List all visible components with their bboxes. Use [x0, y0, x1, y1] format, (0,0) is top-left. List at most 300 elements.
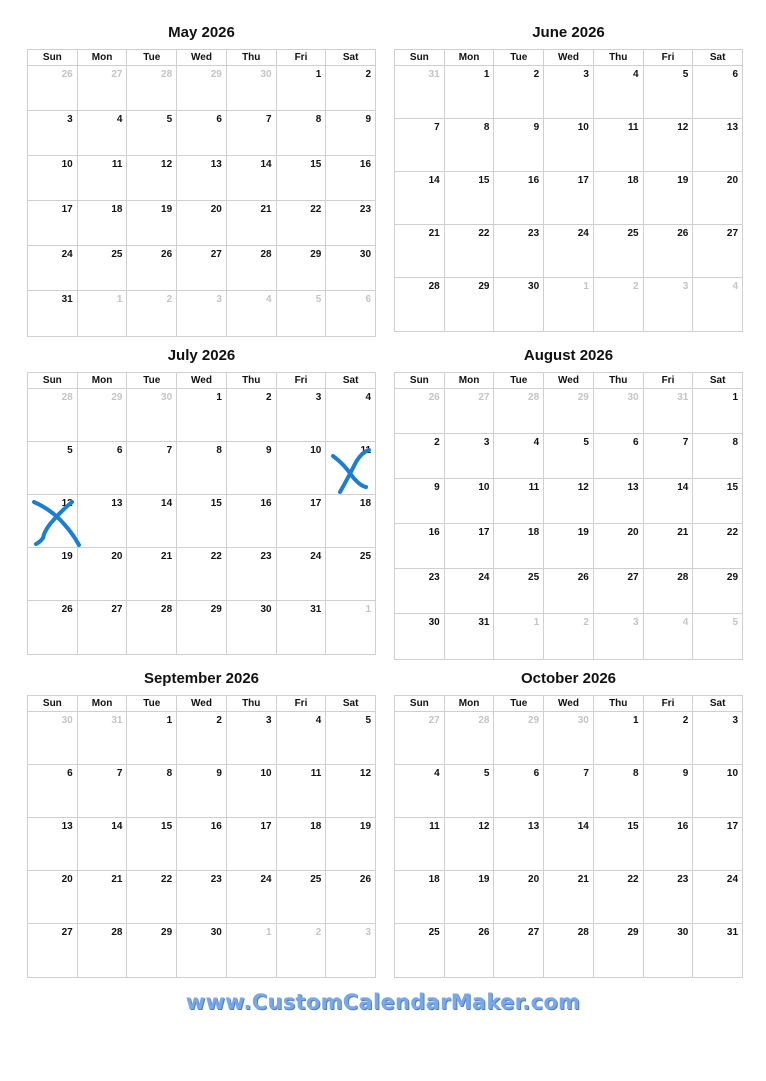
day-cell-adjacent-month: 1	[544, 278, 594, 331]
weekday-header: Wed	[177, 373, 227, 388]
day-cell: 14	[544, 818, 594, 870]
day-cell: 24	[544, 225, 594, 277]
day-cell: 14	[395, 172, 445, 224]
month-title: May 2026	[168, 24, 235, 41]
day-cell-adjacent-month: 2	[594, 278, 644, 331]
day-cell: 11	[78, 156, 128, 200]
week-row	[395, 172, 742, 225]
day-cell: 29	[127, 924, 177, 977]
day-cell: 1	[732, 392, 739, 403]
day-cell: 12	[359, 768, 372, 779]
month-calendar	[394, 23, 743, 292]
day-cell: 22	[445, 225, 495, 277]
day-cell: 27	[594, 569, 644, 613]
day-cell: 17	[28, 201, 78, 245]
day-cell: 29	[277, 246, 327, 290]
day-cell-adjacent-month: 30	[594, 389, 644, 433]
day-cell: 22	[177, 548, 227, 600]
week-row	[28, 246, 375, 291]
day-cell: 6	[78, 442, 128, 494]
day-cell: 3	[277, 389, 327, 441]
week-row	[28, 765, 375, 818]
footer-website[interactable]: www.CustomCalendarMaker.com	[185, 990, 581, 1014]
day-cell: 26	[28, 601, 78, 654]
day-cell: 5	[127, 111, 177, 155]
week-row	[395, 818, 742, 871]
weekday-header-row	[395, 373, 742, 389]
day-cell-adjacent-month: 30	[544, 712, 594, 764]
week-row	[28, 548, 375, 601]
weekday-header: Wed	[177, 50, 227, 65]
day-cell: 7	[644, 434, 694, 478]
day-cell: 17	[445, 524, 495, 568]
day-cell-adjacent-month: 30	[227, 66, 277, 110]
day-cell-adjacent-month: 28	[127, 66, 177, 110]
day-cell: 28	[127, 601, 177, 654]
weekday-header: Tue	[127, 50, 177, 65]
day-cell: 30	[644, 924, 694, 977]
day-cell: 23	[359, 204, 372, 215]
day-cell: 31	[726, 927, 739, 938]
week-row	[28, 156, 375, 201]
week-row	[395, 614, 742, 659]
weekday-header-row	[28, 373, 375, 389]
day-cell: 6	[28, 765, 78, 817]
day-cell: 16	[227, 495, 277, 547]
weekday-header: Fri	[644, 373, 694, 388]
day-cell: 7	[227, 111, 277, 155]
day-cell: 9	[395, 479, 445, 523]
day-cell-adjacent-month: 31	[395, 66, 445, 118]
day-cell: 18	[494, 524, 544, 568]
day-cell-adjacent-month: 29	[78, 389, 128, 441]
weekday-header: Fri	[644, 50, 694, 65]
day-cell: 19	[544, 524, 594, 568]
day-cell-adjacent-month: 6	[365, 294, 372, 305]
weekday-header-row	[395, 696, 742, 712]
week-row	[395, 765, 742, 818]
day-cell: 28	[544, 924, 594, 977]
day-cell: 18	[78, 201, 128, 245]
day-cell: 8	[177, 442, 227, 494]
weekday-header: Thu	[227, 696, 277, 711]
day-cell: 19	[644, 172, 694, 224]
day-cell: 16	[359, 159, 372, 170]
day-cell: 8	[732, 437, 739, 448]
day-cell: 5	[445, 765, 495, 817]
week-row	[28, 818, 375, 871]
weekday-header-row	[28, 696, 375, 712]
day-cell: 18	[277, 818, 327, 870]
day-cell: 21	[544, 871, 594, 923]
day-cell: 14	[127, 495, 177, 547]
weekday-header: Sun	[28, 696, 78, 711]
day-cell: 12	[28, 495, 78, 547]
day-cell: 3	[227, 712, 277, 764]
day-cell: 26	[445, 924, 495, 977]
month-title: August 2026	[523, 347, 614, 364]
weekday-header: Mon	[445, 373, 495, 388]
day-cell: 10	[277, 442, 327, 494]
day-cell: 2	[365, 69, 372, 80]
day-cell: 12	[544, 479, 594, 523]
month-grid	[27, 695, 376, 978]
day-cell: 10	[726, 768, 739, 779]
week-row	[28, 495, 375, 548]
day-cell-adjacent-month: 30	[28, 712, 78, 764]
day-cell: 15	[594, 818, 644, 870]
week-row	[28, 924, 375, 977]
week-row	[395, 225, 742, 278]
day-cell: 21	[644, 524, 694, 568]
day-cell-adjacent-month: 3	[644, 278, 694, 331]
day-cell: 26	[644, 225, 694, 277]
day-cell-adjacent-month: 4	[644, 614, 694, 659]
day-cell-adjacent-month: 1	[227, 924, 277, 977]
day-cell: 27	[494, 924, 544, 977]
day-cell: 25	[395, 924, 445, 977]
day-cell: 12	[445, 818, 495, 870]
day-cell-adjacent-month: 30	[127, 389, 177, 441]
week-row	[28, 601, 375, 654]
day-cell-adjacent-month: 27	[395, 712, 445, 764]
month-grid	[27, 49, 376, 337]
day-cell: 23	[227, 548, 277, 600]
day-cell-adjacent-month: 28	[445, 712, 495, 764]
weekday-header-row	[28, 50, 375, 66]
day-cell: 19	[28, 548, 78, 600]
day-cell: 20	[177, 201, 227, 245]
weekday-header: Wed	[544, 373, 594, 388]
day-cell-adjacent-month: 28	[494, 389, 544, 433]
day-cell: 31	[277, 601, 327, 654]
weekday-header: Thu	[594, 373, 644, 388]
day-cell: 25	[277, 871, 327, 923]
week-row	[395, 924, 742, 977]
week-row	[28, 201, 375, 246]
day-cell: 4	[594, 66, 644, 118]
day-cell: 26	[127, 246, 177, 290]
weekday-header: Wed	[177, 696, 227, 711]
day-cell: 27	[177, 246, 227, 290]
day-cell: 18	[594, 172, 644, 224]
day-cell-adjacent-month: 2	[544, 614, 594, 659]
day-cell: 20	[726, 175, 739, 186]
day-cell: 16	[177, 818, 227, 870]
day-cell-adjacent-month: 27	[445, 389, 495, 433]
month-calendar	[27, 669, 376, 938]
month-title: June 2026	[532, 24, 605, 41]
month-title: July 2026	[167, 347, 236, 364]
day-cell: 6	[594, 434, 644, 478]
weekday-header: Tue	[127, 373, 177, 388]
day-cell-adjacent-month: 4	[227, 291, 277, 336]
day-cell: 11	[494, 479, 544, 523]
weekday-header: Thu	[227, 373, 277, 388]
week-row	[395, 712, 742, 765]
day-cell-adjacent-month: 3	[365, 927, 372, 938]
week-row	[395, 479, 742, 524]
day-cell: 30	[227, 601, 277, 654]
day-cell: 11	[594, 119, 644, 171]
day-cell: 27	[726, 228, 739, 239]
day-cell-adjacent-month: 2	[127, 291, 177, 336]
month-grid	[27, 372, 376, 655]
day-cell: 23	[177, 871, 227, 923]
day-cell: 17	[277, 495, 327, 547]
day-cell: 31	[445, 614, 495, 659]
day-cell: 29	[445, 278, 495, 331]
day-cell-adjacent-month: 4	[732, 281, 739, 292]
day-cell: 10	[227, 765, 277, 817]
day-cell: 30	[359, 249, 372, 260]
day-cell: 2	[395, 434, 445, 478]
day-cell: 4	[494, 434, 544, 478]
week-row	[395, 434, 742, 479]
day-cell: 19	[127, 201, 177, 245]
week-row	[395, 524, 742, 569]
day-cell: 20	[594, 524, 644, 568]
day-cell: 14	[644, 479, 694, 523]
day-cell: 24	[227, 871, 277, 923]
day-cell: 6	[732, 69, 739, 80]
weekday-header: Mon	[78, 696, 128, 711]
day-cell: 23	[644, 871, 694, 923]
day-cell: 24	[277, 548, 327, 600]
day-cell: 25	[494, 569, 544, 613]
weekday-header: Mon	[78, 373, 128, 388]
day-cell-adjacent-month: 27	[78, 66, 128, 110]
day-cell: 1	[127, 712, 177, 764]
day-cell-adjacent-month: 26	[395, 389, 445, 433]
day-cell: 15	[445, 172, 495, 224]
day-cell: 17	[227, 818, 277, 870]
weekday-header: Sun	[395, 696, 445, 711]
weekday-header: Thu	[227, 50, 277, 65]
weekday-header: Mon	[445, 696, 495, 711]
day-cell: 8	[277, 111, 327, 155]
day-cell: 7	[544, 765, 594, 817]
day-cell: 15	[726, 482, 739, 493]
weekday-header: Mon	[445, 50, 495, 65]
day-cell: 13	[494, 818, 544, 870]
weekday-header: Wed	[544, 696, 594, 711]
weekday-header: Tue	[494, 50, 544, 65]
day-cell: 22	[277, 201, 327, 245]
day-cell: 12	[127, 156, 177, 200]
day-cell: 17	[726, 821, 739, 832]
day-cell-adjacent-month: 31	[78, 712, 128, 764]
weekday-header: Sat	[342, 52, 359, 63]
month-calendar	[27, 23, 376, 305]
day-cell: 21	[127, 548, 177, 600]
day-cell: 24	[28, 246, 78, 290]
week-row	[395, 569, 742, 614]
day-cell: 29	[177, 601, 227, 654]
day-cell: 28	[227, 246, 277, 290]
day-cell: 24	[726, 874, 739, 885]
day-cell: 27	[28, 924, 78, 977]
week-row	[28, 291, 375, 336]
day-cell: 3	[28, 111, 78, 155]
day-cell: 9	[227, 442, 277, 494]
day-cell: 19	[359, 821, 372, 832]
month-grid	[394, 695, 743, 978]
day-cell-adjacent-month: 1	[78, 291, 128, 336]
day-cell: 25	[594, 225, 644, 277]
day-cell: 16	[494, 172, 544, 224]
day-cell: 28	[78, 924, 128, 977]
week-row	[28, 712, 375, 765]
day-cell: 23	[494, 225, 544, 277]
day-cell-adjacent-month: 29	[494, 712, 544, 764]
day-cell-adjacent-month: 26	[28, 66, 78, 110]
weekday-header-row	[395, 50, 742, 66]
day-cell: 8	[594, 765, 644, 817]
day-cell: 5	[365, 715, 372, 726]
day-cell: 4	[365, 392, 372, 403]
day-cell: 29	[594, 924, 644, 977]
day-cell: 13	[78, 495, 128, 547]
day-cell: 23	[395, 569, 445, 613]
weekday-header: Fri	[277, 373, 327, 388]
day-cell: 5	[28, 442, 78, 494]
month-calendar	[394, 669, 743, 938]
weekday-header: Sat	[342, 698, 359, 709]
day-cell: 2	[644, 712, 694, 764]
day-cell: 1	[594, 712, 644, 764]
day-cell: 29	[726, 572, 739, 583]
day-cell-adjacent-month: 29	[544, 389, 594, 433]
day-cell: 10	[445, 479, 495, 523]
day-cell: 31	[28, 291, 78, 336]
day-cell: 11	[277, 765, 327, 817]
day-cell: 9	[365, 114, 372, 125]
week-row	[28, 66, 375, 111]
day-cell: 30	[177, 924, 227, 977]
day-cell: 4	[395, 765, 445, 817]
week-row	[395, 66, 742, 119]
day-cell: 26	[544, 569, 594, 613]
weekday-header: Wed	[544, 50, 594, 65]
day-cell: 10	[28, 156, 78, 200]
day-cell: 28	[644, 569, 694, 613]
weekday-header: Fri	[644, 696, 694, 711]
month-title: October 2026	[520, 670, 617, 687]
day-cell: 21	[395, 225, 445, 277]
weekday-header: Sat	[709, 698, 726, 709]
day-cell: 7	[78, 765, 128, 817]
weekday-header: Sat	[709, 375, 726, 386]
day-cell: 5	[544, 434, 594, 478]
day-cell: 30	[395, 614, 445, 659]
weekday-header: Fri	[277, 696, 327, 711]
day-cell: 17	[544, 172, 594, 224]
weekday-header: Thu	[594, 696, 644, 711]
week-row	[395, 278, 742, 331]
month-grid	[394, 372, 743, 660]
day-cell: 12	[644, 119, 694, 171]
day-cell-adjacent-month: 31	[644, 389, 694, 433]
day-cell: 3	[732, 715, 739, 726]
weekday-header: Sun	[395, 373, 445, 388]
weekday-header: Sun	[28, 50, 78, 65]
day-cell: 27	[78, 601, 128, 654]
day-cell: 4	[78, 111, 128, 155]
week-row	[28, 389, 375, 442]
weekday-header: Fri	[277, 50, 327, 65]
week-row	[395, 119, 742, 172]
month-calendar	[394, 346, 743, 628]
day-cell: 18	[359, 498, 372, 509]
weekday-header: Sat	[342, 375, 359, 386]
day-cell: 22	[594, 871, 644, 923]
day-cell: 25	[78, 246, 128, 290]
day-cell: 20	[494, 871, 544, 923]
month-grid	[394, 49, 743, 332]
week-row	[395, 871, 742, 924]
day-cell: 13	[726, 122, 739, 133]
day-cell: 28	[395, 278, 445, 331]
day-cell: 24	[445, 569, 495, 613]
day-cell: 6	[177, 111, 227, 155]
day-cell: 13	[594, 479, 644, 523]
day-cell: 26	[359, 874, 372, 885]
day-cell: 7	[127, 442, 177, 494]
weekday-header: Thu	[594, 50, 644, 65]
day-cell: 19	[445, 871, 495, 923]
month-calendar	[27, 346, 376, 615]
week-row	[28, 111, 375, 156]
weekday-header: Tue	[127, 696, 177, 711]
day-cell: 13	[28, 818, 78, 870]
weekday-header: Sat	[709, 52, 726, 63]
day-cell: 11	[360, 445, 372, 456]
day-cell: 7	[395, 119, 445, 171]
day-cell: 22	[726, 527, 739, 538]
day-cell: 1	[277, 66, 327, 110]
day-cell: 4	[277, 712, 327, 764]
day-cell: 15	[127, 818, 177, 870]
day-cell: 5	[644, 66, 694, 118]
day-cell: 15	[277, 156, 327, 200]
day-cell: 18	[395, 871, 445, 923]
day-cell: 2	[227, 389, 277, 441]
weekday-header: Sun	[395, 50, 445, 65]
week-row	[395, 389, 742, 434]
day-cell: 14	[78, 818, 128, 870]
day-cell: 6	[494, 765, 544, 817]
week-row	[28, 442, 375, 495]
day-cell-adjacent-month: 1	[365, 604, 372, 615]
day-cell: 8	[127, 765, 177, 817]
day-cell: 30	[494, 278, 544, 331]
day-cell-adjacent-month: 28	[28, 389, 78, 441]
week-row	[28, 871, 375, 924]
day-cell: 11	[395, 818, 445, 870]
day-cell-adjacent-month: 5	[732, 617, 739, 628]
day-cell: 15	[177, 495, 227, 547]
day-cell: 25	[359, 551, 372, 562]
day-cell-adjacent-month: 1	[494, 614, 544, 659]
day-cell: 3	[544, 66, 594, 118]
day-cell-adjacent-month: 3	[594, 614, 644, 659]
day-cell: 14	[227, 156, 277, 200]
day-cell: 1	[445, 66, 495, 118]
day-cell: 2	[177, 712, 227, 764]
weekday-header: Tue	[494, 373, 544, 388]
day-cell: 9	[494, 119, 544, 171]
